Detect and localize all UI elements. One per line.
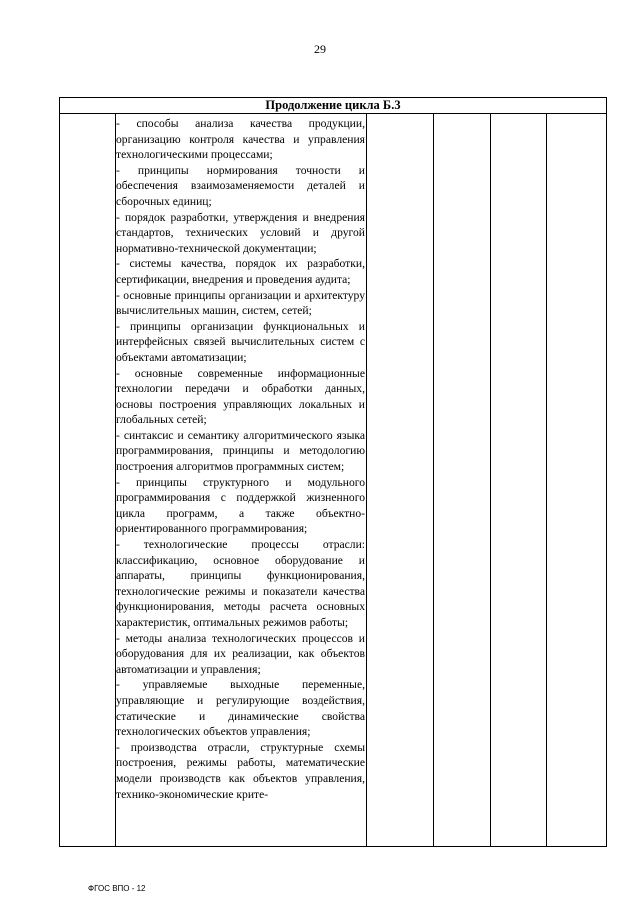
- list-item: - принципы нормирования точности и обеспечения взаимозаменяемости деталей и сборочных единиц;: [116, 163, 365, 208]
- list-item: - основные современные информационные технологии передачи и обработки данных, основы построения управляющих локальных и глобальных сетей;: [116, 366, 365, 427]
- list-item: - порядок разработки, утверждения и внедрения стандартов, технических условий и другой нормативно-технической документации;: [116, 210, 365, 255]
- footer-label: ФГОС ВПО - 12: [88, 884, 146, 893]
- curriculum-table: [59, 97, 607, 847]
- column-divider: [433, 114, 434, 846]
- list-item: - управляемые выходные переменные, управляющие и регулирующие воздействия, статические и динамические свойства технологических объектов управления;: [116, 678, 365, 739]
- column-divider: [490, 114, 491, 846]
- page-number: 29: [314, 42, 326, 56]
- list-item: - способы анализа качества продукции, организацию контроля качества и управления технологическими процессами;: [116, 117, 365, 162]
- table-header: Продолжение цикла Б.3: [60, 98, 606, 114]
- list-item: - производства отрасли, структурные схемы построения, режимы работы, математические модели производств как объектов управления, технико-экономические крите-: [116, 740, 365, 801]
- column-divider: [366, 114, 367, 846]
- list-item: - методы анализа технологических процессов и оборудования для их реализации, как объектов автоматизации и управления;: [116, 631, 365, 676]
- list-item: - системы качества, порядок их разработки, сертификации, внедрения и проведения аудита;: [116, 257, 365, 286]
- competence-list: [116, 116, 365, 802]
- list-item: - принципы организации функциональных и интерфейсных связей вычислительных систем с объектами автоматизации;: [116, 319, 365, 364]
- column-divider: [546, 114, 547, 846]
- list-item: - синтаксис и семантику алгоритмического языка программирования, принципы и методологию построения алгоритмов программных систем;: [116, 428, 365, 474]
- list-item: - основные принципы организации и архитектуру вычислительных машин, систем, сетей;: [116, 288, 365, 318]
- list-item: - технологические процессы отрасли: классификацию, основное оборудование и аппараты, принципы функционирования, технологические режимы и показатели качества функционирования, методы расчета основных характеристик, оптимальных режимов работы;: [116, 538, 365, 629]
- list-item: - принципы структурного и модульного программирования с поддержкой жизненного цикла программ, а также объектно-ориентированного программирования;: [116, 475, 365, 536]
